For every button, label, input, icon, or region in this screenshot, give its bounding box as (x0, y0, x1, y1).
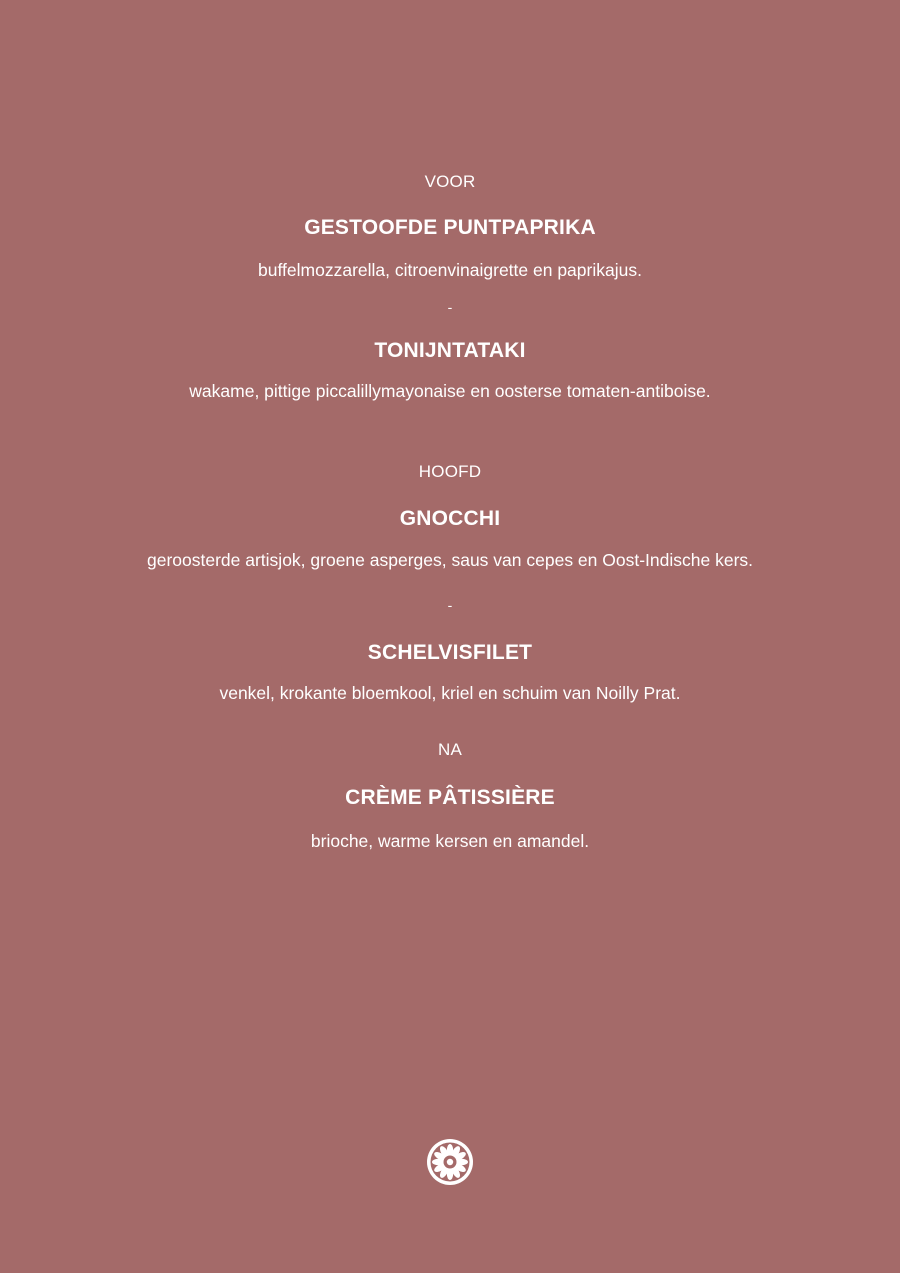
dish-title-creme-patissiere: CRÈME PÂTISSIÈRE (345, 786, 555, 809)
dish-description-creme-patissiere: brioche, warme kersen en amandel. (310, 831, 590, 851)
section-label-hoofd: HOOFD (418, 462, 482, 481)
dish-title-gestoofde-puntpaprika: GESTOOFDE PUNTPAPRIKA (304, 216, 596, 239)
dish-separator: - (447, 299, 453, 315)
dish-separator: - (447, 597, 453, 613)
dish-description-tonijntataki: wakame, pittige piccalillymayonaise en oosterse tomaten-antiboise. (189, 381, 711, 401)
section-label-voor: VOOR (424, 172, 476, 191)
flower-emblem-icon (425, 1137, 475, 1187)
section-label-na: NA (437, 740, 463, 759)
dish-title-gnocchi: GNOCCHI (399, 507, 501, 530)
dish-description-gestoofde-puntpaprika: buffelmozzarella, citroenvinaigrette en paprikajus. (258, 260, 642, 280)
dish-description-gnocchi: geroosterde artisjok, groene asperges, saus van cepes en Oost-Indische kers. (146, 550, 754, 570)
dish-title-tonijntataki: TONIJNTATAKI (374, 339, 526, 362)
dish-description-schelvisfilet: venkel, krokante bloemkool, kriel en schuim van Noilly Prat. (219, 683, 681, 703)
dish-title-schelvisfilet: SCHELVISFILET (367, 641, 533, 664)
